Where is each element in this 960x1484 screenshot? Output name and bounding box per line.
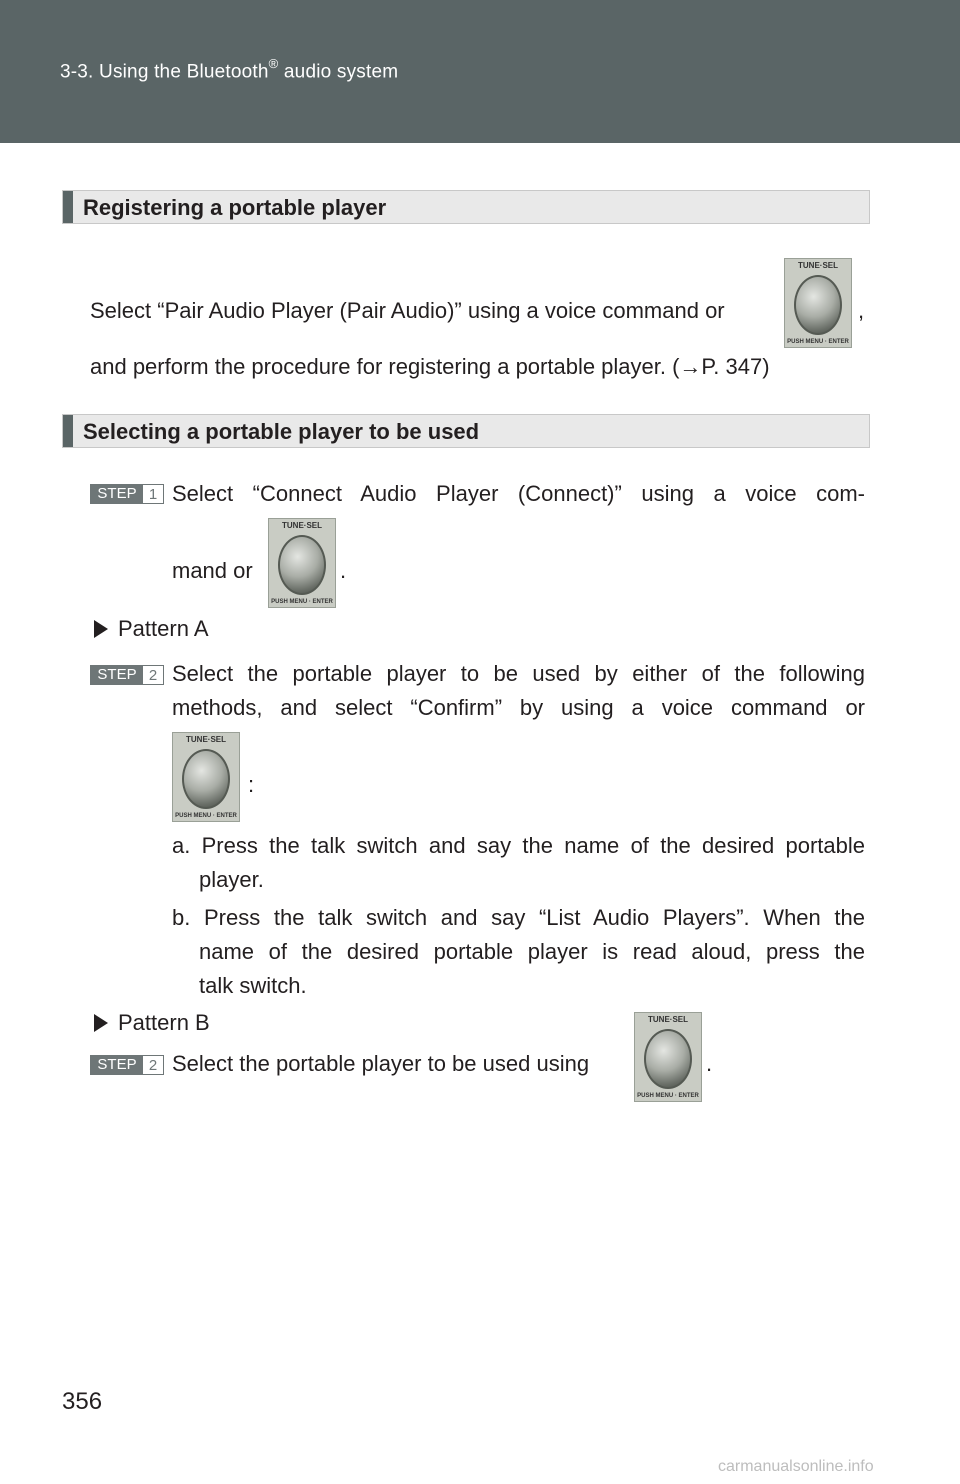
triangle-bullet-icon bbox=[94, 1014, 108, 1032]
knob-label-bottom: PUSH MENU · ENTER bbox=[787, 339, 849, 345]
step1-end: . bbox=[340, 558, 347, 583]
stepA-end: : bbox=[248, 772, 255, 797]
step-number: 1 bbox=[148, 485, 158, 503]
step-label: STEP bbox=[91, 1056, 143, 1074]
pattern-a-heading bbox=[94, 616, 209, 642]
knob-label-top: TUNE·SEL bbox=[798, 261, 838, 270]
register-line2: and perform the procedure for registering a portable player. (→P. 347) bbox=[90, 354, 770, 379]
watermark: carmanualsonline.info bbox=[718, 1458, 874, 1475]
item-b-line1: b. Press the talk switch and say “List Audio Players”. When the bbox=[172, 905, 865, 930]
knob-label-bottom: PUSH MENU · ENTER bbox=[271, 599, 333, 605]
step1-line2: mand or bbox=[172, 558, 253, 583]
knob-dial bbox=[278, 535, 326, 595]
step-number: 2 bbox=[148, 666, 158, 684]
chapter-title-tail: audio system bbox=[278, 61, 399, 83]
stepA-line2: methods, and select “Confirm” by using a voice command or bbox=[172, 695, 865, 720]
section-heading-register bbox=[62, 190, 870, 224]
step-badge-2b bbox=[90, 1055, 164, 1075]
item-a-line1: a. Press the talk switch and say the name of the desired portable bbox=[172, 833, 865, 858]
heading-text: Registering a portable player bbox=[83, 195, 387, 220]
step-badge-1 bbox=[90, 484, 164, 504]
item-a-line2: player. bbox=[199, 867, 264, 892]
knob-label-bottom: PUSH MENU · ENTER bbox=[637, 1093, 699, 1099]
stepA-line1: Select the portable player to be used by either of the following bbox=[172, 661, 865, 686]
chapter-title bbox=[60, 58, 398, 83]
step-label: STEP bbox=[91, 485, 143, 503]
knob-label-bottom: PUSH MENU · ENTER bbox=[175, 813, 237, 819]
item-b-line3: talk switch. bbox=[199, 973, 307, 998]
knob-label-top: TUNE·SEL bbox=[282, 521, 322, 530]
knob-dial bbox=[644, 1029, 692, 1089]
stepB-line: Select the portable player to be used using bbox=[172, 1051, 590, 1076]
tune-sel-knob-icon bbox=[268, 518, 336, 608]
triangle-bullet-icon bbox=[94, 620, 108, 638]
knob-label-top: TUNE·SEL bbox=[186, 735, 226, 744]
section-heading-select bbox=[62, 414, 870, 448]
step-label: STEP bbox=[91, 666, 143, 684]
step-badge-2a bbox=[90, 665, 164, 685]
step1-line1: Select “Connect Audio Player (Connect)” using a voice com- bbox=[172, 481, 865, 506]
knob-dial bbox=[794, 275, 842, 335]
tune-sel-knob-icon bbox=[172, 732, 240, 822]
register-line1: Select “Pair Audio Player (Pair Audio)” using a voice command or bbox=[90, 298, 725, 323]
step-number: 2 bbox=[148, 1056, 158, 1074]
stepB-end: . bbox=[706, 1051, 713, 1076]
page-header bbox=[0, 0, 960, 143]
knob-dial bbox=[182, 749, 230, 809]
page-number: 356 bbox=[62, 1388, 103, 1415]
registered-mark: ® bbox=[268, 56, 279, 71]
heading-bar bbox=[63, 415, 73, 447]
pattern-b-heading bbox=[94, 1010, 210, 1036]
heading-bar bbox=[63, 191, 73, 223]
chapter-title-main: 3-3. Using the Bluetooth bbox=[60, 61, 269, 83]
item-b-line2: name of the desired portable player is read aloud, press the bbox=[199, 939, 865, 964]
knob-label-top: TUNE·SEL bbox=[648, 1015, 688, 1024]
pattern-b-label: Pattern B bbox=[118, 1010, 210, 1035]
register-line1-end: , bbox=[858, 298, 865, 323]
pattern-a-label: Pattern A bbox=[118, 616, 209, 641]
tune-sel-knob-icon bbox=[634, 1012, 702, 1102]
heading-text: Selecting a portable player to be used bbox=[83, 419, 480, 444]
tune-sel-knob-icon bbox=[784, 258, 852, 348]
